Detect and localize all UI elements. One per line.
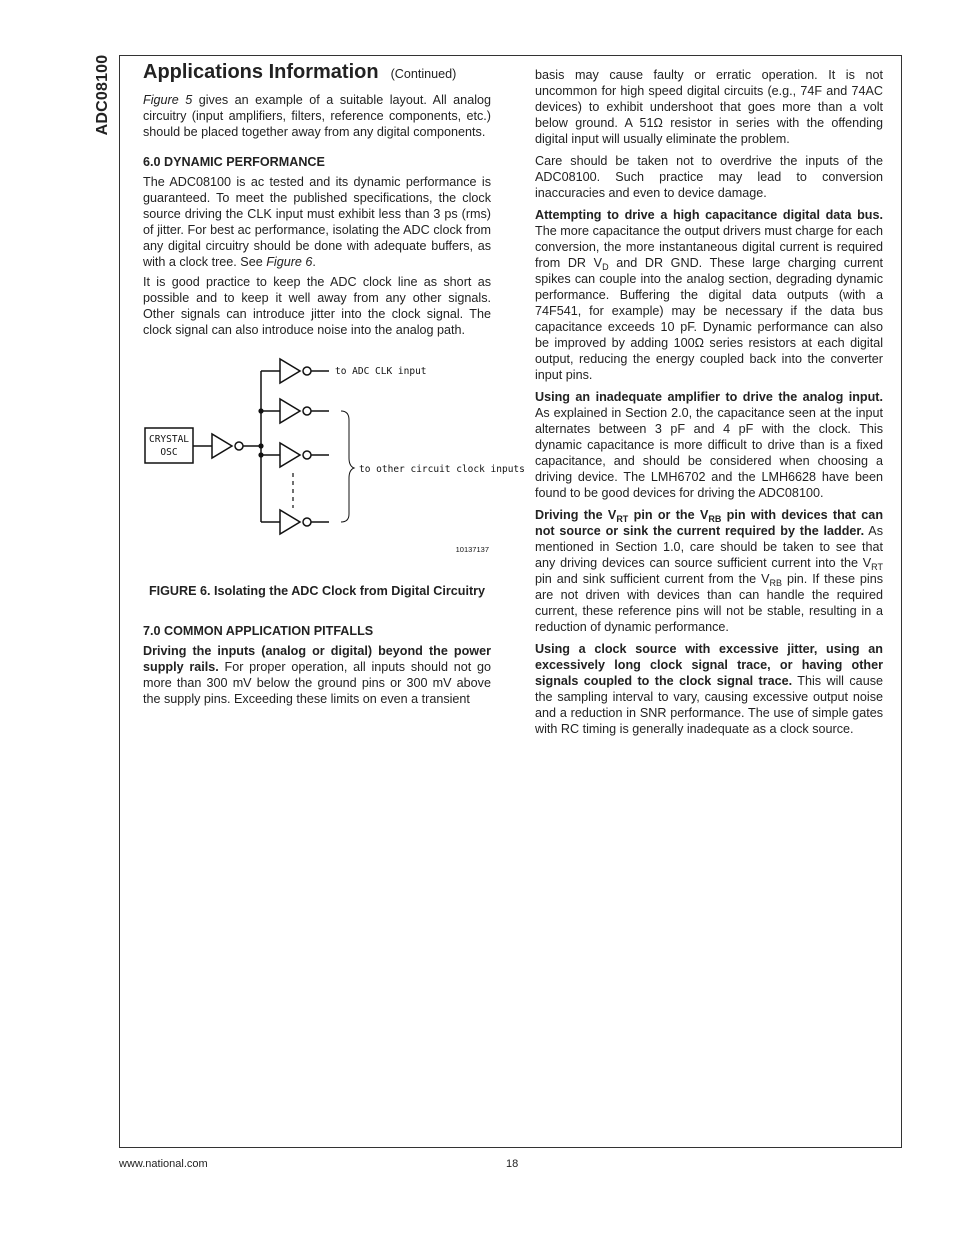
right-column [535,67,883,741]
buffer-3-gate [280,443,300,467]
junction-dot [258,408,263,413]
junction-dot [258,452,263,457]
buffer-2-bubble [303,407,311,415]
dynamic-paragraph-2: It is good practice to keep the ADC clock line as short as possible and to keep it well away from any other signals. Other signals can introduce jitter into the clock signal. The clock signal can also introduce noise into the analog path. [143,275,491,337]
right-paragraph-4: Using an inadequate amplifier to drive the analog input. As explained in Section 2.0, the capacitance seen at the input alternates between 3 pF and 4 pF with the clock. This dynamic capacitance is more difficult to drive than is a fixed capacitance, and should be considered when choosing a driving device. The LMH6702 and the LMH6628 have been found to be good devices for driving the ADC08100. [535,390,883,500]
figure-6-caption: FIGURE 6. Isolating the ADC Clock from Digital Circuitry [148,584,486,598]
input-buffer-bubble [235,442,243,450]
right-paragraph-2: Care should be taken not to overdrive the inputs of the ADC08100. Such practice may lead to conversion inaccuracies and even to device damage. [535,154,883,200]
other-clock-inputs-label: to other circuit clock inputs [359,464,525,475]
figure-code: 10137137 [455,545,489,554]
buffer-4-gate [280,510,300,534]
figure-6-ref: Figure 6 [266,255,313,269]
page-header [143,61,491,83]
right-paragraph-3: Attempting to drive a high capacitance digital data bus. The more capacitance the output drivers must charge for each conversion, the more instantaneous digital current is required from DR $V_D$ and DR GND. These large charging current spikes can couple into the analog section, degrading dynamic performance. Buffering the digital data outputs (with a 74F541, for example) may be necessary if the data bus capacitance exceeds 10 pF. Dynamic performance can also be improved by adding 100Ω series resistors at each digital output, reducing the energy coupled back into the converter input pins. [535,208,883,382]
right-paragraph-5: Driving the $V_{RT}$ pin or the $V_{RB}$ pin with devices that can not source or sink the current required by the ladder. As mentioned in Section 1.0, care should be taken to see that any driving devices can source sufficient current into the $V_{RT}$ pin and sink sufficient current from the $V_{RB}$ pin. If these pins are not driven with devices than can handle the required current, these reference pins will not be stable, resulting in a reduction of dynamic performance. [535,508,884,634]
outputs-group-brace [341,411,354,522]
figure-6-clock-tree [143,358,525,563]
adc-clk-input-label: to ADC CLK input [335,366,427,377]
right-paragraph-6: Using a clock source with excessive jitter, using an excessively long clock signal trace, or having other signals coupled to the clock signal trace. This will cause the sampling interval to vary, causing excessive output noise and a reduction in SNR performance. The use of simple gates with RC timing is generally inadequate as a clock source. [535,642,883,736]
figure-5-ref: Figure 5 [143,93,193,107]
section-heading-pitfalls: 7.0 COMMON APPLICATION PITFALLS [143,624,374,638]
side-tab [90,54,116,136]
side-tab-label: ADC08100 [94,54,111,136]
input-buffer-gate [212,434,232,458]
intro-paragraph: Figure 5 gives an example of a suitable layout. All analog circuitry (input amplifiers, filters, reference components, etc.) should be placed together away from any digital components. [143,93,491,139]
osc-label-line-1: CRYSTAL [148,434,190,445]
buffer-2-gate [280,399,300,423]
buffer-1-bubble [303,367,311,375]
clock-tree-diagram [143,358,525,563]
section-heading-dynamic-performance: 6.0 DYNAMIC PERFORMANCE [143,155,325,169]
dynamic-paragraph-1: The ADC08100 is ac tested and its dynamic performance is guaranteed. To meet the published specifications, the clock source driving the CLK input must exhibit less than 3 ps (rms) of jitter. For best ac performance, isolating the ADC clock from any digital circuitry should be done with adequate buffers, as with a clock tree. See Figure 6. [143,175,491,269]
buffer-4-bubble [303,518,311,526]
buffer-3-bubble [303,451,311,459]
continued-label: (Continued) [390,67,457,81]
buffer-1-gate [280,359,300,383]
right-paragraph-1: basis may cause faulty or erratic operation. It is not uncommon for high speed digital circuits (e.g., 74F and 74AC devices) to exhibit undershoot that goes more than a volt below ground. A 51Ω resistor in series with the offending digital input will usually eliminate the problem. [535,68,883,146]
left-column [143,61,525,711]
pitfall-paragraph-1: Driving the inputs (analog or digital) beyond the power supply rails. For proper operation, all inputs should not go more than 300 mV below the ground pins or 300 mV above the supply pins. Exceeding these limits on even a transient [143,644,491,706]
junction-dot [258,443,263,448]
page-title: Applications Information [143,61,379,83]
footer-website: www.national.com [119,1158,208,1170]
osc-label-line-2: OSC [160,447,178,458]
footer-page-number: 18 [506,1158,519,1170]
